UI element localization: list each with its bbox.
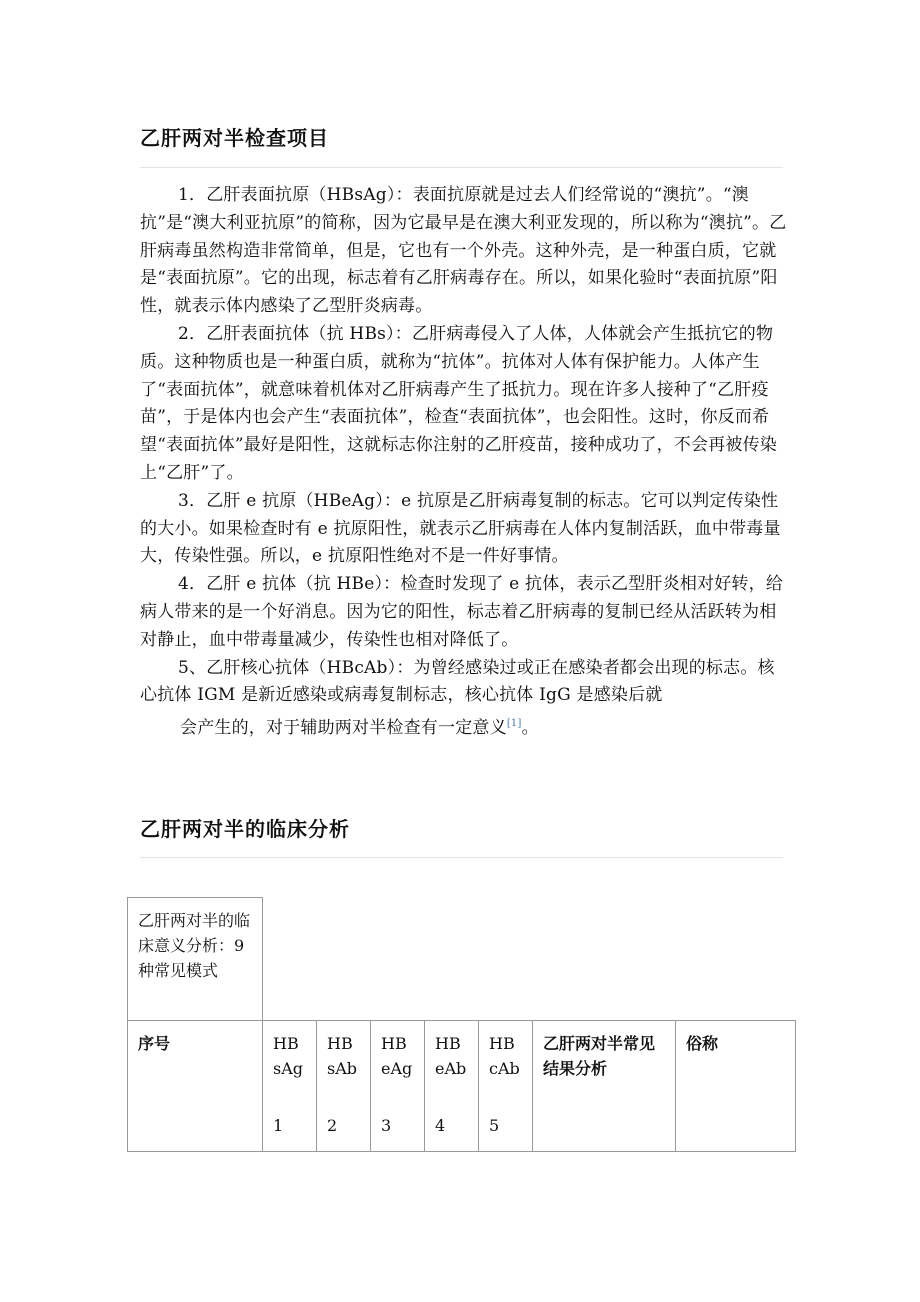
tests-description bbox=[140, 182, 790, 743]
table-caption-row bbox=[128, 898, 796, 1021]
citation-link[interactable]: [1] bbox=[506, 718, 522, 730]
header-index: 序号 bbox=[128, 1021, 263, 1152]
header-marker bbox=[317, 1021, 371, 1152]
section-divider bbox=[140, 167, 783, 168]
marker-number: 3 bbox=[381, 1116, 392, 1135]
header-marker bbox=[479, 1021, 533, 1152]
section-divider bbox=[140, 857, 783, 858]
paragraph-hbeab: 4．乙肝 e 抗体（抗 HBe）：检查时发现了 e 抗体，表示乙型肝炎相对好转，给病人带来的是一个好消息。因为它的阳性，标志着乙肝病毒的复制已经从活跃转为相对静止，血中带毒量减少，传染性也相对降低了。 bbox=[140, 574, 784, 650]
marker-name: HBeAg bbox=[381, 1034, 413, 1078]
header-result-analysis: 乙肝两对半常见结果分析 bbox=[533, 1021, 676, 1152]
paragraph-hbsag: 1．乙肝表面抗原（HBsAg）：表面抗原就是过去人们经常说的“澳抗”。“澳抗”是“澳大利亚抗原”的简称，因为它最早是在澳大利亚发现的，所以称为“澳抗”。乙肝病毒虽然构造非常简单，但是，它也有一个外壳。这种外壳，是一种蛋白质，它就是“表面抗原”。它的出现，标志着有乙肝病毒存在。所以，如果化验时“表面抗原”阳性，就表示体内感染了乙型肝炎病毒。 bbox=[140, 185, 787, 317]
header-marker bbox=[263, 1021, 317, 1152]
marker-name: HBcAb bbox=[489, 1034, 520, 1078]
paragraph-hbcab-continued bbox=[140, 710, 790, 743]
marker-number: 5 bbox=[489, 1116, 500, 1135]
header-marker bbox=[371, 1021, 425, 1152]
paragraph-hbcab-tail: 会产生的，对于辅助两对半检查有一定意义 bbox=[180, 718, 507, 739]
marker-number: 1 bbox=[273, 1116, 284, 1135]
marker-number: 4 bbox=[435, 1116, 446, 1135]
marker-name: HBsAg bbox=[273, 1034, 304, 1078]
paragraph-hbeag: 3．乙肝 e 抗原（HBeAg）：e 抗原是乙肝病毒复制的标志。它可以判定传染性的大小。如果检查时有 e 抗原阳性，就表示乙肝病毒在人体内复制活跃，血中带毒量大，传染性强。所以，e 抗原阳性绝对不是一件好事情。 bbox=[140, 490, 781, 567]
section-title-clinical: 乙肝两对半的临床分析 bbox=[140, 817, 350, 841]
paragraph-hbcab-end: 。 bbox=[521, 718, 539, 739]
paragraph-hbsab: 2．乙肝表面抗体（抗 HBs）：乙肝病毒侵入了人体，人体就会产生抵抗它的物质。这种物质也是一种蛋白质，就称为“抗体”。抗体对人体有保护能力。人体产生了“表面抗体”，就意味着机体对乙肝病毒产生了抵抗力。现在许多人接种了“乙肝疫苗”，于是体内也会产生“表面抗体”，检查“表面抗体”，也会阳性。这时，你反而希望“表面抗体”最好是阳性，这就标志你注射的乙肝疫苗，接种成功了，不会再被传染上“乙肝”了。 bbox=[140, 323, 777, 483]
table-caption: 乙肝两对半的临床意义分析：9 种常见模式 bbox=[128, 898, 263, 1021]
table-header-row bbox=[128, 1021, 796, 1152]
marker-name: HBsAb bbox=[327, 1034, 358, 1078]
header-marker bbox=[425, 1021, 479, 1152]
marker-number: 2 bbox=[327, 1116, 338, 1135]
section-title-tests: 乙肝两对半检查项目 bbox=[140, 126, 329, 150]
header-common-name: 俗称 bbox=[676, 1021, 796, 1152]
clinical-analysis-table bbox=[127, 897, 796, 1152]
paragraph-hbcab: 5、乙肝核心抗体（HBcAb）：为曾经感染过或正在感染者都会出现的标志。核心抗体 IGM 是新近感染或病毒复制标志，核心抗体 IgG 是感染后就 bbox=[140, 657, 775, 706]
marker-name: HBeAb bbox=[435, 1034, 467, 1078]
